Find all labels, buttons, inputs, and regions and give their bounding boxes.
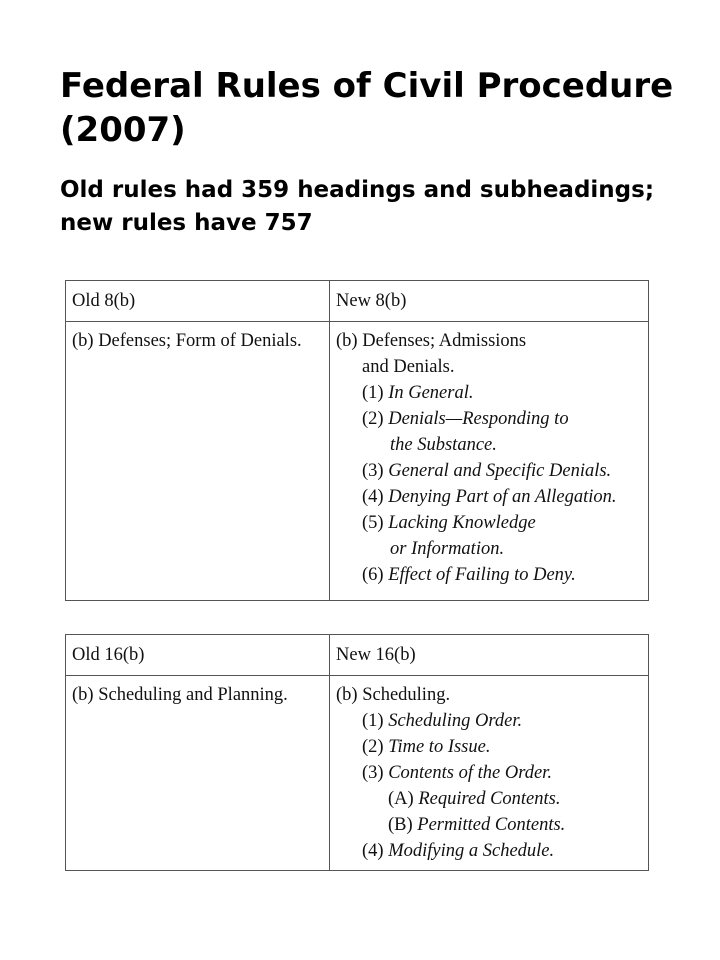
page-subtitle: Old rules had 359 headings and subheadings; new rules have 757 — [60, 177, 655, 236]
comparison-table-rule-8b — [65, 280, 649, 601]
old-rule-header: Old 8(b) — [66, 281, 330, 322]
table-header-row — [66, 281, 649, 322]
new-rule-headings — [330, 322, 649, 601]
subheading-line: (3) General and Specific Denials. — [362, 461, 612, 481]
heading-line: and Denials. — [362, 357, 455, 377]
subheading-line: (4) Modifying a Schedule. — [362, 841, 555, 861]
heading-line: (b) Scheduling. — [336, 685, 451, 705]
subheading-line: (2) Denials—Responding to — [362, 409, 569, 429]
old-rule-header: Old 16(b) — [66, 635, 330, 676]
subheading-line: (6) Effect of Failing to Deny. — [362, 565, 576, 585]
subheading-line: or Information. — [390, 539, 505, 559]
new-rule-header: New 8(b) — [330, 281, 649, 322]
subheading-line: (5) Lacking Knowledge — [362, 513, 536, 533]
table-body-row — [66, 676, 649, 871]
subheading-line: (3) Contents of the Order. — [362, 763, 552, 783]
page-title: Federal Rules of Civil Procedure (2007) — [60, 66, 674, 150]
new-rule-headings — [330, 676, 649, 871]
table-body-row — [66, 322, 649, 601]
new-rule-header: New 16(b) — [330, 635, 649, 676]
comparison-table-rule-16b — [65, 634, 649, 871]
old-rule-heading: (b) Defenses; Form of Denials. — [66, 322, 330, 601]
old-rule-heading: (b) Scheduling and Planning. — [66, 676, 330, 871]
subheading-line: the Substance. — [390, 435, 497, 455]
subheading-line: (1) In General. — [362, 383, 474, 403]
subheading-line: (1) Scheduling Order. — [362, 711, 523, 731]
sub-subheading-line: (B) Permitted Contents. — [388, 815, 566, 835]
subheading-line: (2) Time to Issue. — [362, 737, 491, 757]
subheading-line: (4) Denying Part of an Allegation. — [362, 487, 617, 507]
table-header-row — [66, 635, 649, 676]
heading-line: (b) Defenses; Admissions — [336, 331, 527, 351]
sub-subheading-line: (A) Required Contents. — [388, 789, 561, 809]
